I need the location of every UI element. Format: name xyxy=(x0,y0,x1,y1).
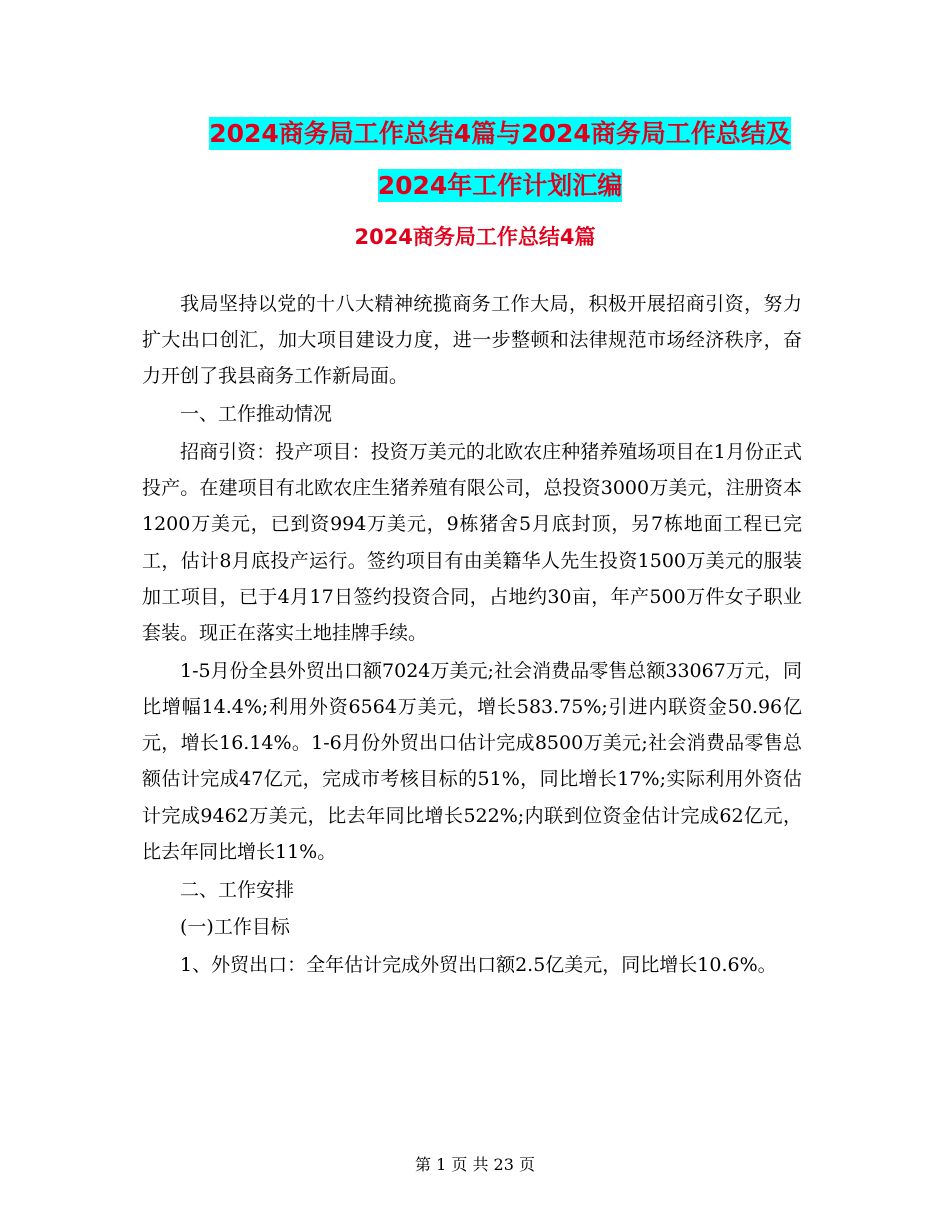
page-number: 第 1 页 共 23 页 xyxy=(415,1155,535,1174)
document-body xyxy=(142,286,802,985)
section-title: 2024商务局工作总结4篇 xyxy=(354,225,596,249)
heading-work-progress: 一、工作推动情况 xyxy=(180,403,333,426)
paragraph-statistics: 1-5月份全县外贸出口额7024万美元;社会消费品零售总额33067万元，同比增幅14.4%;利用外资6564万美元，增长583.75%;引进内联资金50.96亿元，增长16.14%。1-6月份外贸出口估计完成8500万美元;社会消费品零售总额估计完成47亿元，完成市考核目标的51%，同比增长17%;实际利用外资估计完成9462万美元，比去年同比增长522%;内联到位资金估计完成62亿元，比去年同比增长11%。 xyxy=(142,659,802,863)
paragraph-investment: 招商引资：投产项目：投资万美元的北欧农庄种猪养殖场项目在1月份正式投产。在建项目有北欧农庄生猪养殖有限公司，总投资3000万美元，注册资本1200万美元，已到资994万美元，9栋猪舍5月底封顶，另7栋地面工程已完工，估计8月底投产运行。签约项目有由美籍华人先生投资1500万美元的服装加工项目，已于4月17日签约投资合同，占地约30亩，年产500万件女子职业套装。现正在落实土地挂牌手续。 xyxy=(142,441,802,645)
title-line-1: 2024商务局工作总结4篇与2024商务局工作总结及 xyxy=(209,119,791,148)
document-title xyxy=(140,108,860,212)
heading-work-arrangement: 二、工作安排 xyxy=(180,878,295,901)
paragraph-export-goal: 1、外贸出口：全年估计完成外贸出口额2.5亿美元，同比增长10.6%。 xyxy=(180,954,777,977)
title-line-2: 2024年工作计划汇编 xyxy=(377,171,623,200)
heading-work-goals: (一)工作目标 xyxy=(180,916,290,939)
paragraph-intro: 我局坚持以党的十八大精神统揽商务工作大局，积极开展招商引资，努力扩大出口创汇，加大项目建设力度，进一步整顿和法律规范市场经济秩序，奋力开创了我县商务工作新局面。 xyxy=(142,293,802,388)
